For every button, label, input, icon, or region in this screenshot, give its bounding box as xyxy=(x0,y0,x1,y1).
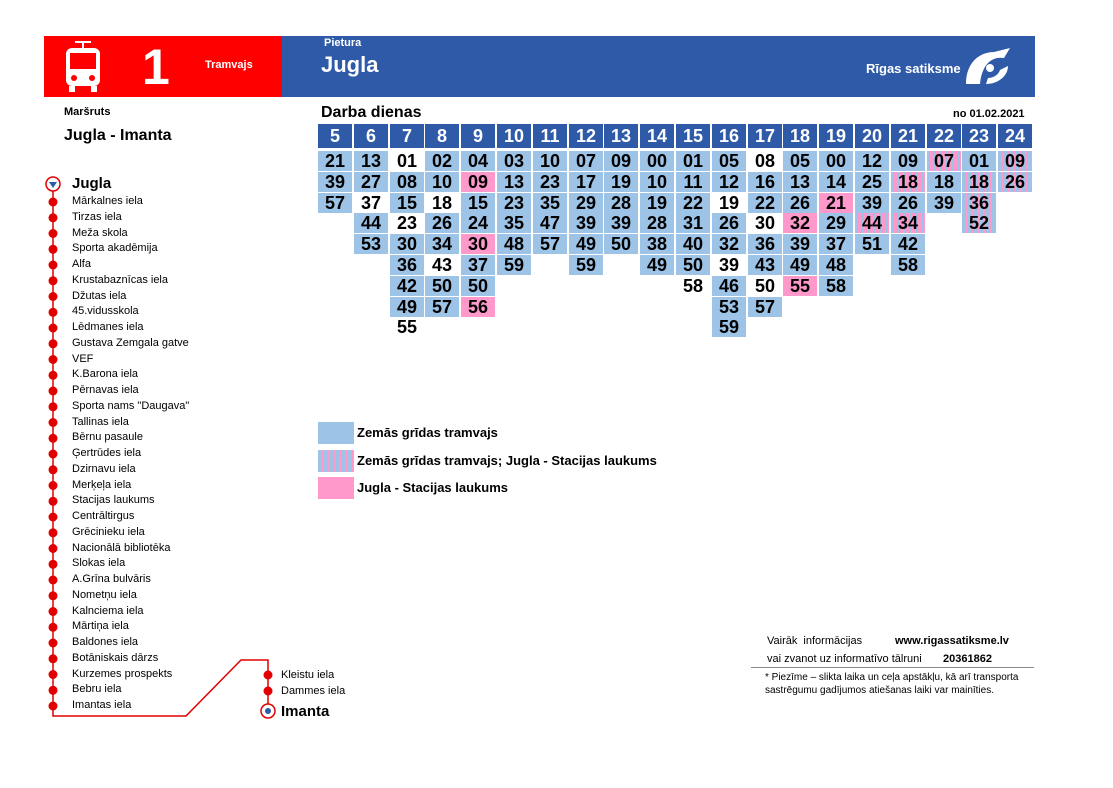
stop-name: 45.vidusskola xyxy=(72,305,139,317)
hour-header: 8 xyxy=(425,124,459,148)
departure-minute: 02 xyxy=(425,151,459,171)
departure-minute: 58 xyxy=(891,255,925,275)
hour-header: 16 xyxy=(712,124,746,148)
brand-name: Rīgas satiksme xyxy=(866,61,961,76)
stop-dot-icon xyxy=(49,450,58,459)
departure-minute: 12 xyxy=(855,151,889,171)
departure-minute: 58 xyxy=(819,276,853,296)
departure-minute: 11 xyxy=(676,172,710,192)
departure-minute: 15 xyxy=(461,193,495,213)
departure-minute: 42 xyxy=(891,234,925,254)
stop-name: Bebru iela xyxy=(72,683,122,695)
departure-minute: 49 xyxy=(783,255,817,275)
departure-minute: 37 xyxy=(819,234,853,254)
departure-minute: 50 xyxy=(676,255,710,275)
departure-minute: 04 xyxy=(461,151,495,171)
departure-minute: 55 xyxy=(783,276,817,296)
departure-minute: 48 xyxy=(819,255,853,275)
stop-name: Džutas iela xyxy=(72,290,127,302)
departure-minute: 46 xyxy=(712,276,746,296)
stop-dot-icon xyxy=(49,261,58,270)
departure-minute: 34 xyxy=(425,234,459,254)
stop-name: Bērnu pasaule xyxy=(72,431,143,443)
stop-dot-icon xyxy=(49,528,58,537)
departure-minute: 39 xyxy=(318,172,352,192)
hour-header: 13 xyxy=(604,124,638,148)
legend-swatch-low-floor xyxy=(318,422,354,444)
stop-dot-icon xyxy=(264,671,273,680)
stop-name: Mārtiņa iela xyxy=(72,620,129,632)
stop-dot-icon xyxy=(49,198,58,207)
stop-name: Kurzemes prospekts xyxy=(72,668,173,680)
stop-dot-icon xyxy=(49,591,58,600)
departure-minute: 22 xyxy=(676,193,710,213)
rigas-satiksme-logo-icon xyxy=(962,44,1014,88)
vehicle-type: Tramvajs xyxy=(205,59,253,71)
departure-minute: 23 xyxy=(497,193,531,213)
departure-minute: 21 xyxy=(819,193,853,213)
route-name: Jugla - Imanta xyxy=(64,127,172,144)
valid-from-date: no 01.02.2021 xyxy=(953,108,1025,120)
departure-minute: 40 xyxy=(676,234,710,254)
stop-dot-icon xyxy=(49,607,58,616)
stop-dot-icon xyxy=(49,434,58,443)
departure-minute: 39 xyxy=(855,193,889,213)
divider xyxy=(751,667,1034,668)
day-type-heading: Darba dienas xyxy=(321,104,422,121)
departure-minute: 09 xyxy=(998,151,1032,171)
departure-minute: 30 xyxy=(390,234,424,254)
stop-name: Baldones iela xyxy=(72,636,139,648)
departure-minute: 50 xyxy=(425,276,459,296)
departure-minute: 22 xyxy=(748,193,782,213)
departure-minute: 21 xyxy=(318,151,352,171)
departure-minute: 15 xyxy=(390,193,424,213)
departure-minute: 29 xyxy=(819,213,853,233)
departure-minute: 09 xyxy=(891,151,925,171)
departure-minute: 39 xyxy=(712,255,746,275)
departure-minute: 24 xyxy=(461,213,495,233)
stop-name: Kleistu iela xyxy=(281,669,335,681)
departure-minute: 37 xyxy=(461,255,495,275)
departure-minute: 07 xyxy=(927,151,961,171)
departure-minute: 18 xyxy=(927,172,961,192)
departure-minute: 23 xyxy=(533,172,567,192)
departure-minute: 10 xyxy=(425,172,459,192)
departure-minute: 13 xyxy=(497,172,531,192)
stop-dot-icon xyxy=(49,418,58,427)
phone-number: 20361862 xyxy=(943,653,992,665)
departure-minute: 49 xyxy=(390,297,424,317)
stop-name: Nometņu iela xyxy=(72,589,137,601)
departure-minute: 52 xyxy=(962,213,996,233)
departure-minute: 36 xyxy=(962,193,996,213)
hour-header: 15 xyxy=(676,124,710,148)
departure-minute: 57 xyxy=(748,297,782,317)
legend-label: Jugla - Stacijas laukums xyxy=(357,480,509,495)
departure-minute: 17 xyxy=(569,172,603,192)
stop-name: Nacionālā bibliotēka xyxy=(72,542,171,554)
departure-minute: 30 xyxy=(461,234,495,254)
stop-name: Kalnciema iela xyxy=(72,605,144,617)
hour-header: 24 xyxy=(998,124,1032,148)
departure-minute: 08 xyxy=(748,151,782,171)
hour-header: 22 xyxy=(927,124,961,148)
departure-minute: 13 xyxy=(354,151,388,171)
stop-dot-icon xyxy=(49,276,58,285)
hour-header: 23 xyxy=(962,124,996,148)
departure-minute: 00 xyxy=(640,151,674,171)
departure-minute: 14 xyxy=(819,172,853,192)
stop-name: VEF xyxy=(72,353,94,365)
stop-dot-icon xyxy=(49,371,58,380)
route-number: 1 xyxy=(142,39,170,95)
stop-dot-icon xyxy=(49,324,58,333)
departure-minute: 05 xyxy=(712,151,746,171)
departure-minute: 03 xyxy=(497,151,531,171)
departure-minute: 56 xyxy=(461,297,495,317)
legend-swatch-low-floor-short xyxy=(318,450,354,472)
departure-minute: 50 xyxy=(748,276,782,296)
departure-minute: 57 xyxy=(318,193,352,213)
departure-minute: 39 xyxy=(783,234,817,254)
stop-dot-icon xyxy=(49,513,58,522)
departure-minute: 34 xyxy=(891,213,925,233)
departure-minute: 57 xyxy=(533,234,567,254)
stop-caption: Pietura xyxy=(324,37,362,49)
departure-minute: 00 xyxy=(819,151,853,171)
departure-minute: 36 xyxy=(748,234,782,254)
hour-header: 20 xyxy=(855,124,889,148)
legend-label: Zemās grīdas tramvajs; Jugla - Stacijas laukums xyxy=(357,453,657,468)
stop-dot-icon xyxy=(49,402,58,411)
departure-minute: 53 xyxy=(712,297,746,317)
departure-minute: 32 xyxy=(712,234,746,254)
departure-minute: 38 xyxy=(640,234,674,254)
departure-minute: 18 xyxy=(962,172,996,192)
stop-name: Tirzas iela xyxy=(72,211,122,223)
departure-minute: 28 xyxy=(604,193,638,213)
departure-minute: 09 xyxy=(461,172,495,192)
route-caption: Maršruts xyxy=(64,106,111,118)
stop-dot-icon xyxy=(49,213,58,222)
stop-title: Jugla xyxy=(321,52,379,77)
departure-minute: 58 xyxy=(676,276,710,296)
departure-minute: 59 xyxy=(497,255,531,275)
departure-minute: 18 xyxy=(425,193,459,213)
stop-name: Slokas iela xyxy=(72,557,126,569)
stop-dot-icon xyxy=(49,544,58,553)
hour-header: 14 xyxy=(640,124,674,148)
departure-minute: 05 xyxy=(783,151,817,171)
stop-name: Meža skola xyxy=(72,227,128,239)
stop-name: Centrāltirgus xyxy=(72,510,135,522)
footnote: * Piezīme – slikta laika un ceļa apstākļu, kā arī transporta sastrēgumu gadījumos atiešanas laiki var mainīties. xyxy=(765,672,1019,696)
departure-minute: 31 xyxy=(676,213,710,233)
departure-minute: 49 xyxy=(569,234,603,254)
departure-minute: 18 xyxy=(891,172,925,192)
stop-dot-icon xyxy=(49,355,58,364)
departure-minute: 27 xyxy=(354,172,388,192)
stop-dot-icon xyxy=(49,560,58,569)
hour-header: 10 xyxy=(497,124,531,148)
hour-header: 12 xyxy=(569,124,603,148)
departure-minute: 43 xyxy=(748,255,782,275)
departure-minute: 50 xyxy=(461,276,495,296)
hour-header: 5 xyxy=(318,124,352,148)
departure-minute: 07 xyxy=(569,151,603,171)
stop-name: Gustava Zemgala gatve xyxy=(72,337,189,349)
stop-name: Sporta nams "Daugava" xyxy=(72,400,190,412)
stop-name: Imantas iela xyxy=(72,699,132,711)
stop-dot-icon xyxy=(49,292,58,301)
departure-minute: 35 xyxy=(497,213,531,233)
stop-name: Mārkalnes iela xyxy=(72,195,143,207)
info-label: Vairāk informācijas xyxy=(767,635,863,647)
stop-dot-icon xyxy=(49,308,58,317)
departure-minute: 51 xyxy=(855,234,889,254)
departure-minute: 42 xyxy=(390,276,424,296)
stop-name: Pērnavas iela xyxy=(72,384,139,396)
stop-dot-icon xyxy=(49,497,58,506)
departure-minute: 10 xyxy=(640,172,674,192)
departure-minute: 35 xyxy=(533,193,567,213)
stop-name: Krustabaznīcas iela xyxy=(72,274,168,286)
legend-label: Zemās grīdas tramvajs xyxy=(357,425,498,440)
website-link[interactable]: www.rigassatiksme.lv xyxy=(895,635,1009,647)
departure-minute: 01 xyxy=(962,151,996,171)
departure-minute: 19 xyxy=(604,172,638,192)
stop-dot-icon xyxy=(49,229,58,238)
departure-minute: 26 xyxy=(998,172,1032,192)
departure-minute: 30 xyxy=(748,213,782,233)
departure-minute: 44 xyxy=(855,213,889,233)
stop-name: Sporta akadēmija xyxy=(72,242,158,254)
stop-name: Dammes iela xyxy=(281,685,346,697)
departure-minute: 19 xyxy=(712,193,746,213)
stop-dot-icon xyxy=(49,670,58,679)
departure-minute: 32 xyxy=(783,213,817,233)
stop-dot-icon xyxy=(264,687,273,696)
first-stop-name: Jugla xyxy=(72,175,112,192)
departure-minute: 23 xyxy=(390,213,424,233)
departure-minute: 39 xyxy=(927,193,961,213)
departure-minute: 55 xyxy=(390,317,424,337)
departure-minute: 37 xyxy=(354,193,388,213)
departure-minute: 39 xyxy=(604,213,638,233)
departure-minute: 12 xyxy=(712,172,746,192)
stop-dot-icon xyxy=(49,686,58,695)
hour-header: 17 xyxy=(748,124,782,148)
departure-minute: 26 xyxy=(783,193,817,213)
departure-minute: 01 xyxy=(676,151,710,171)
terminal-stop-name: Imanta xyxy=(281,703,330,720)
departure-minute: 13 xyxy=(783,172,817,192)
legend-swatch-short-route xyxy=(318,477,354,499)
departure-minute: 49 xyxy=(640,255,674,275)
stop-name: Tallinas iela xyxy=(72,416,129,428)
stop-name: Grēcinieku iela xyxy=(72,526,145,538)
stop-dot-icon xyxy=(49,245,58,254)
hour-header: 6 xyxy=(354,124,388,148)
departure-minute: 08 xyxy=(390,172,424,192)
hour-header: 18 xyxy=(783,124,817,148)
departure-minute: 44 xyxy=(354,213,388,233)
stop-dot-icon xyxy=(49,339,58,348)
stop-name: K.Barona iela xyxy=(72,368,139,380)
stop-dot-icon xyxy=(49,639,58,648)
departure-minute: 25 xyxy=(855,172,889,192)
stop-name: Botāniskais dārzs xyxy=(72,652,159,664)
departure-minute: 28 xyxy=(640,213,674,233)
stop-name: Stacijas laukums xyxy=(72,494,155,506)
departure-minute: 19 xyxy=(640,193,674,213)
departure-minute: 09 xyxy=(604,151,638,171)
departure-minute: 01 xyxy=(390,151,424,171)
departure-minute: 10 xyxy=(533,151,567,171)
hour-header: 11 xyxy=(533,124,567,148)
stop-dot-icon xyxy=(49,387,58,396)
departure-minute: 29 xyxy=(569,193,603,213)
departure-minute: 50 xyxy=(604,234,638,254)
stop-dot-icon xyxy=(49,654,58,663)
departure-minute: 53 xyxy=(354,234,388,254)
stop-dot-icon xyxy=(49,576,58,585)
departure-minute: 16 xyxy=(748,172,782,192)
stop-dot-icon xyxy=(49,702,58,711)
departure-minute: 59 xyxy=(712,317,746,337)
departure-minute: 43 xyxy=(425,255,459,275)
stop-dot-icon xyxy=(49,623,58,632)
departure-minute: 59 xyxy=(569,255,603,275)
phone-text: vai zvanot uz informatīvo tālruni xyxy=(767,653,922,665)
departure-minute: 26 xyxy=(712,213,746,233)
timetable-grid xyxy=(318,124,1034,340)
route-line-diagram xyxy=(0,0,300,730)
departure-minute: 39 xyxy=(569,213,603,233)
hour-header: 9 xyxy=(461,124,495,148)
stop-dot-icon xyxy=(49,481,58,490)
departure-minute: 26 xyxy=(891,193,925,213)
departure-minute: 57 xyxy=(425,297,459,317)
stop-name: Lēdmanes iela xyxy=(72,321,144,333)
departure-minute: 48 xyxy=(497,234,531,254)
stop-name: A.Grīna bulvāris xyxy=(72,573,151,585)
stop-name: Dzirnavu iela xyxy=(72,463,136,475)
departure-minute: 47 xyxy=(533,213,567,233)
stop-name: Merķeļa iela xyxy=(72,479,132,491)
hour-header: 21 xyxy=(891,124,925,148)
hour-header: 7 xyxy=(390,124,424,148)
stop-dot-icon xyxy=(49,465,58,474)
stop-name: Alfa xyxy=(72,258,91,270)
departure-minute: 26 xyxy=(425,213,459,233)
stop-name: Ģertrūdes iela xyxy=(72,447,142,459)
hour-header: 19 xyxy=(819,124,853,148)
departure-minute: 36 xyxy=(390,255,424,275)
